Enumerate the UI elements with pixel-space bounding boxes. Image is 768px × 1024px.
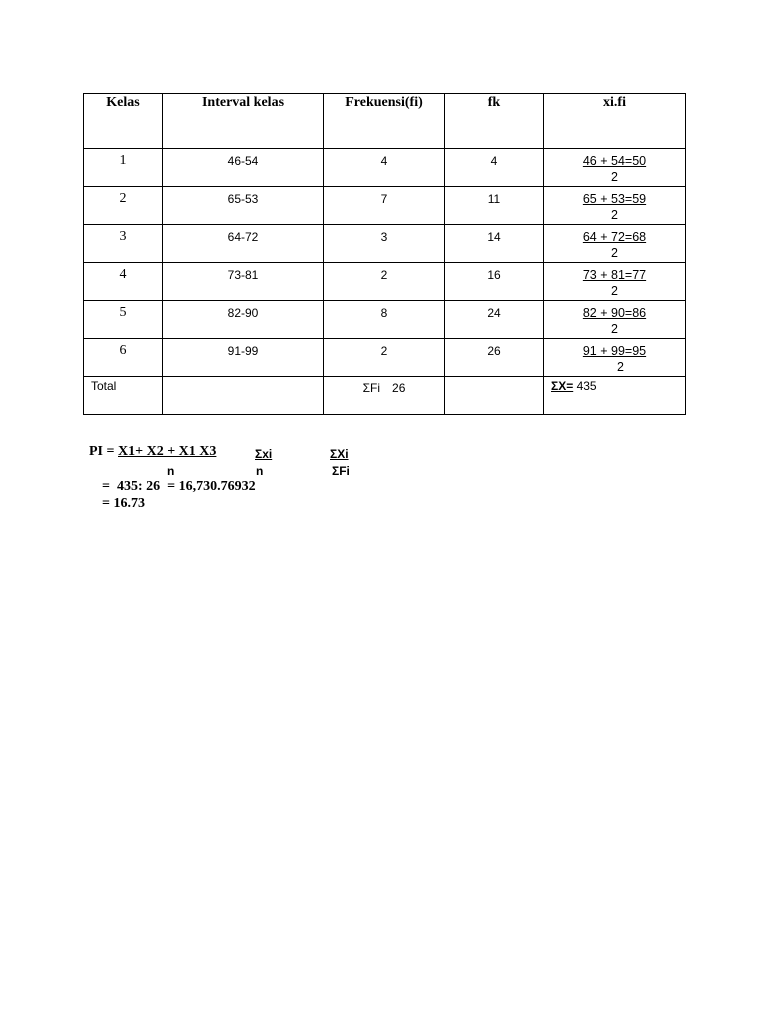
cell-interval: 91-99 (163, 339, 324, 377)
cell-kelas: 2 (84, 187, 163, 225)
cell-interval: 46-54 (163, 149, 324, 187)
cell-xi (544, 301, 686, 339)
cell-fk: 14 (445, 225, 544, 263)
cell-fi: 2 (324, 263, 445, 301)
xi-numerator: 65 + 53=59 (582, 192, 647, 206)
table-row (84, 263, 686, 301)
frac2-denominator: n (256, 464, 264, 478)
cell-kelas: 6 (84, 339, 163, 377)
xi-denominator: 2 (611, 170, 618, 184)
table-row (84, 301, 686, 339)
xi-numerator: 82 + 90=86 (582, 306, 647, 320)
pi-prefix: PI = (89, 444, 115, 459)
cell-interval: 65-53 (163, 187, 324, 225)
total-row (84, 377, 686, 415)
cell-fk: 11 (445, 187, 544, 225)
table-row (84, 149, 686, 187)
header-interval-kelas: Interval kelas (163, 94, 324, 149)
xi-denominator: 2 (611, 322, 618, 336)
total-sum-x (544, 377, 686, 415)
cell-fk: 24 (445, 301, 544, 339)
cell-xi (544, 225, 686, 263)
total-fk-empty (445, 377, 544, 415)
cell-xi (544, 149, 686, 187)
xi-numerator: 64 + 72=68 (582, 230, 647, 244)
header-xi-fi: xi.fi (544, 94, 686, 149)
frac3-numerator: ΣXi (330, 447, 349, 461)
cell-kelas: 1 (84, 149, 163, 187)
pi-denominator: n (167, 464, 175, 478)
table-row (84, 339, 686, 377)
cell-xi (544, 263, 686, 301)
cell-fi: 3 (324, 225, 445, 263)
table-row (84, 187, 686, 225)
total-interval-empty (163, 377, 324, 415)
xi-denominator: 2 (611, 208, 618, 222)
xi-denominator: 2 (617, 360, 624, 374)
table-header-row (84, 94, 686, 149)
frac3-denominator: ΣFi (332, 464, 350, 478)
xi-denominator: 2 (611, 284, 618, 298)
cell-xi (544, 339, 686, 377)
cell-kelas: 3 (84, 225, 163, 263)
cell-fi: 8 (324, 301, 445, 339)
total-sum-fi (324, 377, 445, 415)
cell-interval: 73-81 (163, 263, 324, 301)
cell-interval: 64-72 (163, 225, 324, 263)
cell-fi: 7 (324, 187, 445, 225)
total-label: Total (84, 377, 163, 415)
formula-block (89, 444, 489, 524)
frequency-table (83, 93, 686, 415)
cell-fk: 4 (445, 149, 544, 187)
cell-kelas: 5 (84, 301, 163, 339)
sum-x-label: ΣX= (551, 379, 574, 393)
xi-denominator: 2 (611, 246, 618, 260)
header-fk: fk (445, 94, 544, 149)
xi-numerator: 91 + 99=95 (582, 344, 647, 358)
header-frekuensi: Frekuensi(fi) (324, 94, 445, 149)
header-kelas: Kelas (84, 94, 163, 149)
frac2-numerator: Σxi (255, 447, 273, 461)
cell-kelas: 4 (84, 263, 163, 301)
sum-fi-symbol: ΣFi (362, 381, 381, 395)
xi-numerator: 46 + 54=50 (582, 154, 647, 168)
cell-interval: 82-90 (163, 301, 324, 339)
cell-fi: 4 (324, 149, 445, 187)
formula-line-3: = 16.73 (102, 496, 145, 511)
cell-fk: 26 (445, 339, 544, 377)
cell-xi (544, 187, 686, 225)
cell-fk: 16 (445, 263, 544, 301)
pi-numerator: X1+ X2 + X1 X3 (118, 444, 217, 459)
sum-fi-value: 26 (392, 381, 406, 395)
formula-line-2: = 435: 26 = 16,730.76932 (102, 479, 256, 494)
xi-numerator: 73 + 81=77 (582, 268, 647, 282)
cell-fi: 2 (324, 339, 445, 377)
sum-x-value: 435 (576, 379, 597, 393)
table-row (84, 225, 686, 263)
